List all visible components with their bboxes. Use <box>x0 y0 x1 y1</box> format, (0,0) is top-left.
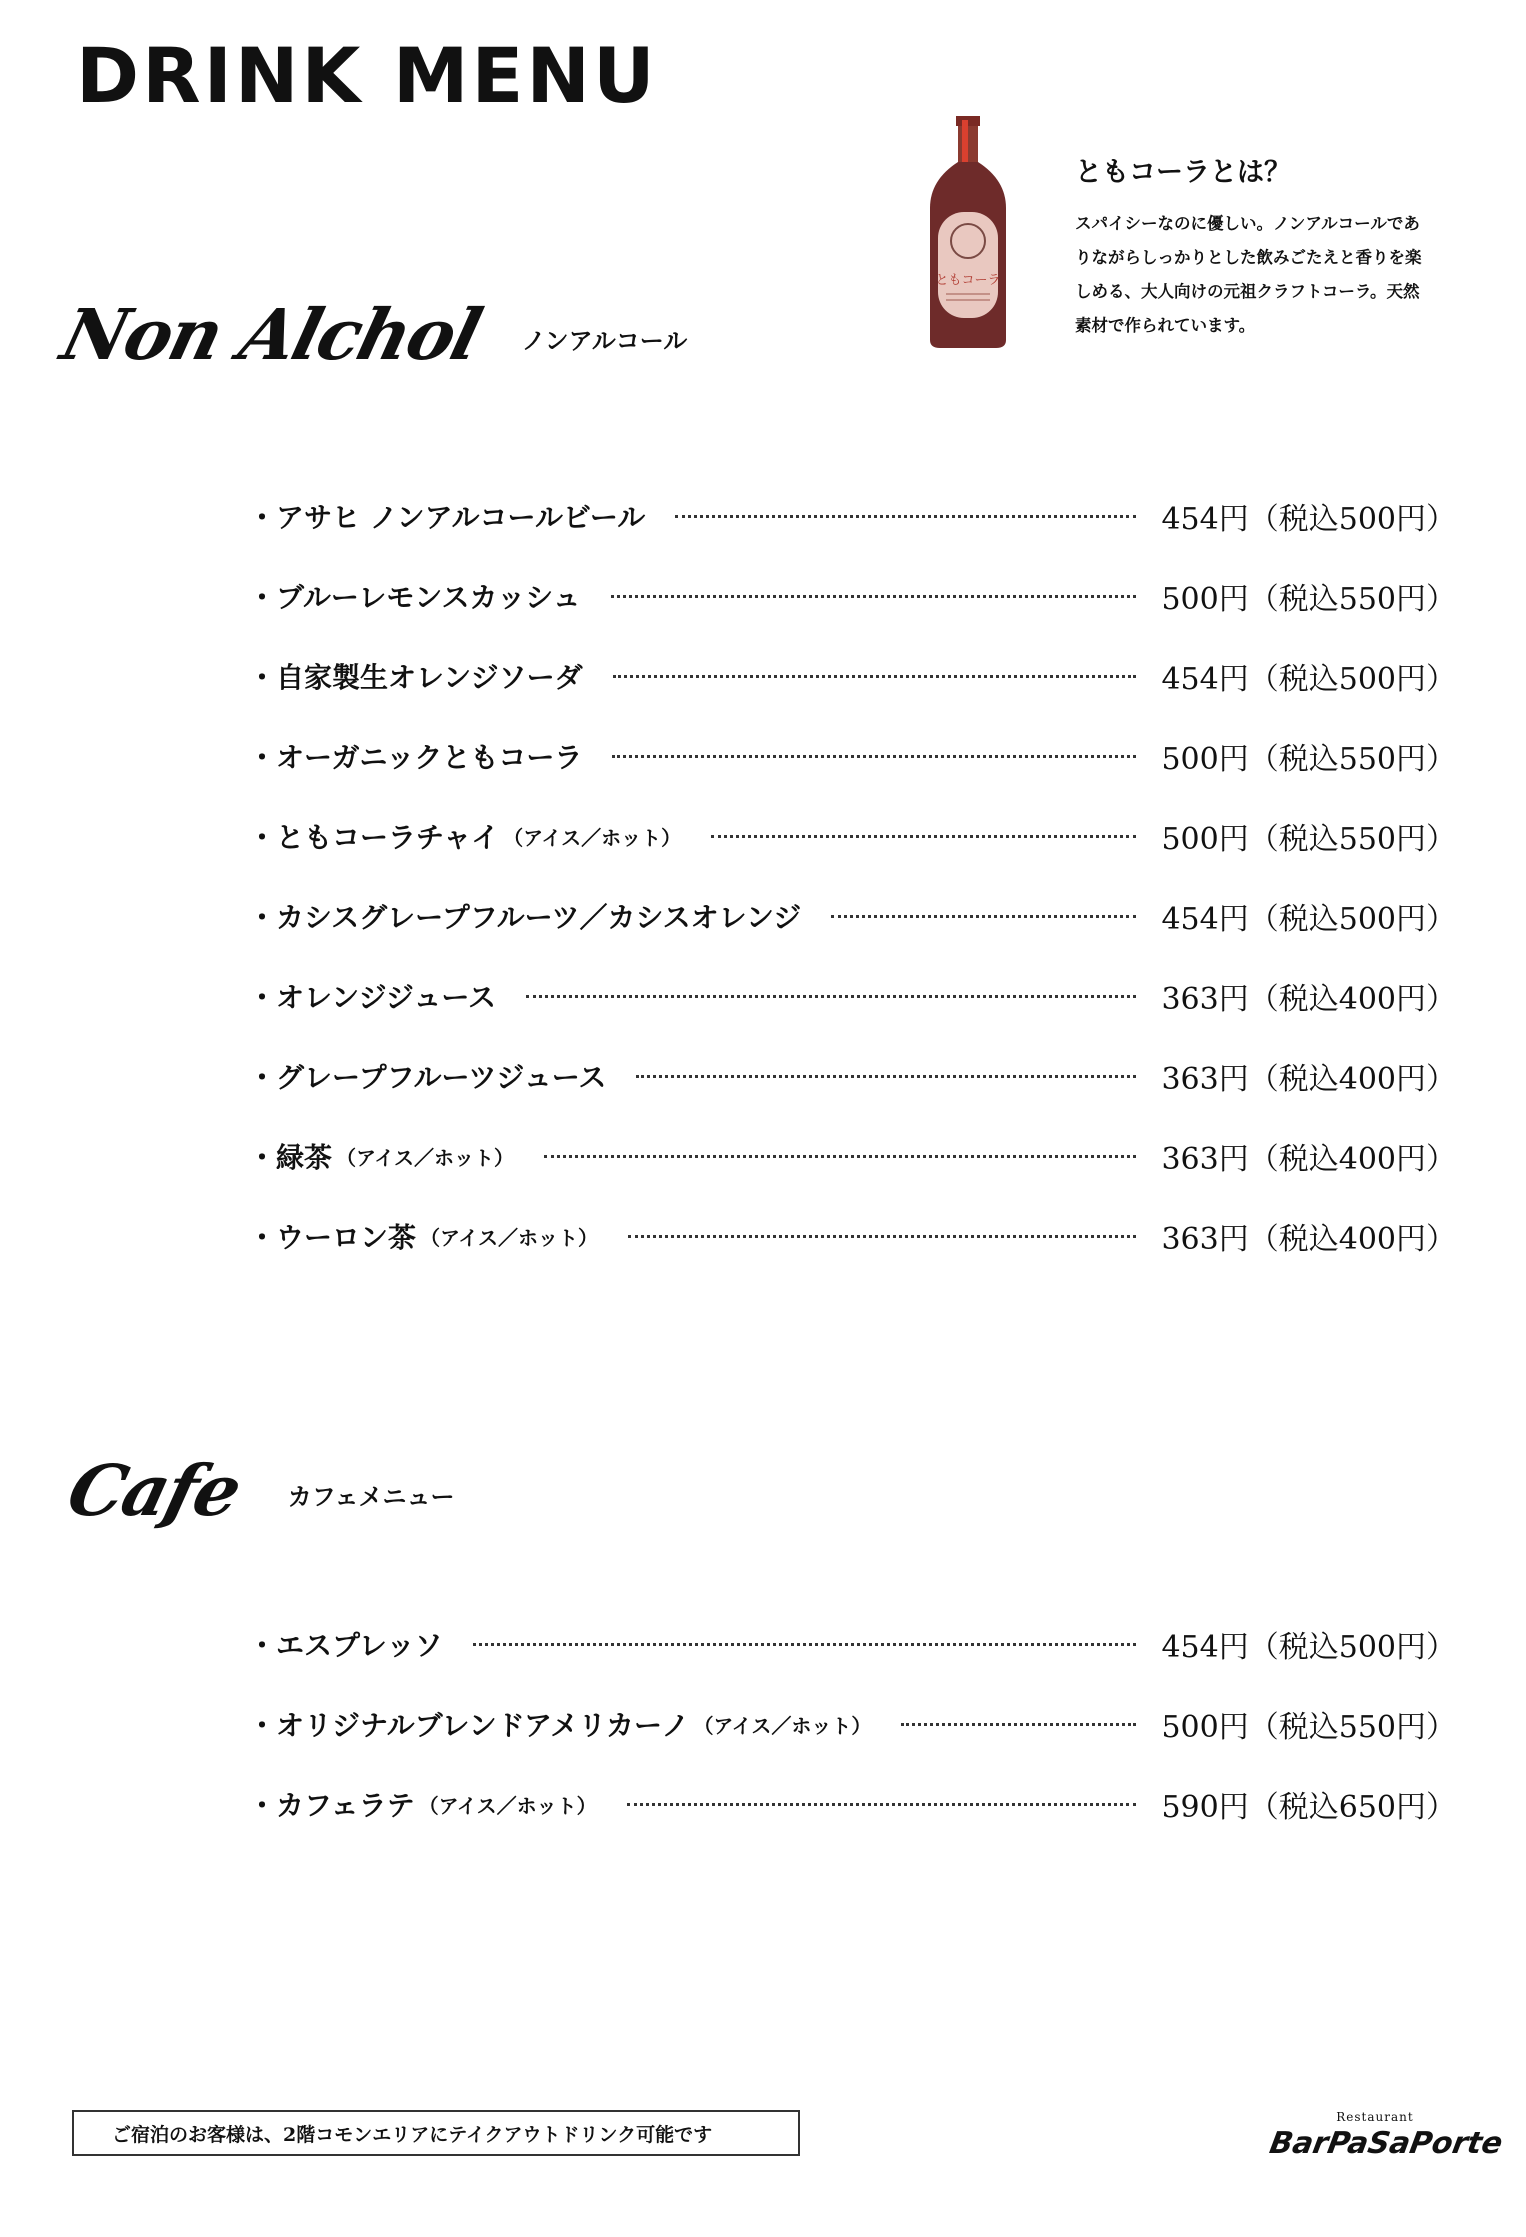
menu-item-price: 363円（税込400円） <box>1161 1222 1456 1257</box>
menu-item <box>248 1036 1456 1116</box>
menu-item <box>248 876 1456 956</box>
section-subtitle: ノンアルコール <box>521 326 688 355</box>
menu-item-name: ・ともコーラチャイ <box>248 821 500 854</box>
menu-item-name: ・ウーロン茶 <box>248 1221 417 1254</box>
brand-logo <box>1266 2110 1506 2161</box>
menu-item-price: 500円（税込550円） <box>1161 742 1456 777</box>
menu-item-price: 454円（税込500円） <box>1161 902 1456 937</box>
menu-item-price: 363円（税込400円） <box>1161 1142 1456 1177</box>
dotted-leader <box>711 835 1136 838</box>
tomo-cola-intro <box>1075 150 1475 343</box>
menu-item-price: 590円（税込650円） <box>1161 1790 1456 1825</box>
menu-item-note: （アイス／ホット） <box>420 1225 599 1250</box>
dotted-leader <box>901 1723 1136 1726</box>
menu-item <box>248 1684 1456 1764</box>
section-header-cafe <box>59 1449 455 1532</box>
page-title: DRINK MENU <box>76 31 658 120</box>
takeout-notice: ご宿泊のお客様は、2階コモンエリアにテイクアウトドリンク可能です <box>72 2110 800 2156</box>
menu-item-name: ・オレンジジュース <box>248 981 496 1014</box>
dotted-leader <box>473 1643 1136 1646</box>
menu-item <box>248 1604 1456 1684</box>
intro-text <box>1075 207 1475 343</box>
menu-item <box>248 636 1456 716</box>
menu-item-name: ・カシスグレープフルーツ／カシスオレンジ <box>248 901 802 934</box>
menu-item <box>248 1764 1456 1844</box>
section-subtitle: カフェメニュー <box>287 1482 455 1511</box>
intro-title: ともコーラとは？ <box>1075 157 1291 188</box>
menu-item-price: 454円（税込500円） <box>1161 662 1456 697</box>
menu-item-price: 500円（税込550円） <box>1161 582 1456 617</box>
menu-item-price: 454円（税込500円） <box>1161 502 1456 537</box>
menu-item-price: 454円（税込500円） <box>1161 1630 1456 1665</box>
brand-name: BarPaSaPorte <box>1266 2126 1506 2161</box>
menu-item-name: ・オリジナルブレンドアメリカーノ <box>248 1709 690 1742</box>
menu-item-name: ・オーガニックともコーラ <box>248 741 583 774</box>
dotted-leader <box>636 1075 1136 1078</box>
dotted-leader <box>611 595 1136 598</box>
menu-item-price: 500円（税込550円） <box>1161 1710 1456 1745</box>
menu-item <box>248 796 1456 876</box>
menu-item <box>248 716 1456 796</box>
dotted-leader <box>526 995 1136 998</box>
menu-item-price: 363円（税込400円） <box>1161 1062 1456 1097</box>
menu-item-note: （アイス／ホット） <box>693 1713 872 1738</box>
brand-small-text: Restaurant <box>1336 2110 1414 2124</box>
menu-item-name: ・自家製生オレンジソーダ <box>248 661 583 694</box>
menu-item-name: ・カフェラテ <box>248 1789 415 1822</box>
dotted-leader <box>627 1803 1136 1806</box>
intro-line: スパイシーなのに優しい。ノンアルコールであ <box>1075 214 1420 233</box>
menu-item-name: ・緑茶 <box>248 1141 333 1174</box>
section-header-non-alcohol <box>53 293 688 376</box>
dotted-leader <box>544 1155 1136 1158</box>
menu-item-name: ・ブルーレモンスカッシュ <box>248 581 581 614</box>
menu-item-price: 500円（税込550円） <box>1161 822 1456 857</box>
intro-line: りながらしっかりとした飲みごたえと香りを楽 <box>1075 248 1422 267</box>
menu-list-cafe <box>248 1604 1456 1844</box>
dotted-leader <box>675 515 1136 518</box>
intro-line: 素材で作られています。 <box>1075 316 1256 335</box>
menu-item <box>248 1196 1456 1276</box>
menu-item <box>248 956 1456 1036</box>
menu-item-price: 363円（税込400円） <box>1161 982 1456 1017</box>
menu-list-non-alcohol <box>248 476 1456 1276</box>
dotted-leader <box>628 1235 1136 1238</box>
section-title: Non Alchol <box>53 293 489 376</box>
menu-item <box>248 476 1456 556</box>
dotted-leader <box>612 755 1136 758</box>
dotted-leader <box>613 675 1136 678</box>
menu-item-note: （アイス／ホット） <box>503 825 682 850</box>
menu-item-name: ・グレープフルーツジュース <box>248 1061 607 1094</box>
intro-line: しめる、大人向けの元祖クラフトコーラ。天然 <box>1075 282 1420 301</box>
svg-text:ともコーラ: ともコーラ <box>935 273 1001 288</box>
menu-item-note: （アイス／ホット） <box>336 1145 515 1170</box>
menu-item <box>248 1116 1456 1196</box>
menu-item-note: （アイス／ホット） <box>418 1793 597 1818</box>
cola-bottle-image <box>918 116 1018 350</box>
menu-item-name: ・アサヒ ノンアルコールビール <box>248 501 646 534</box>
section-title: Cafe <box>59 1449 249 1532</box>
menu-item <box>248 556 1456 636</box>
menu-item-name: ・エスプレッソ <box>248 1629 443 1662</box>
dotted-leader <box>831 915 1136 918</box>
